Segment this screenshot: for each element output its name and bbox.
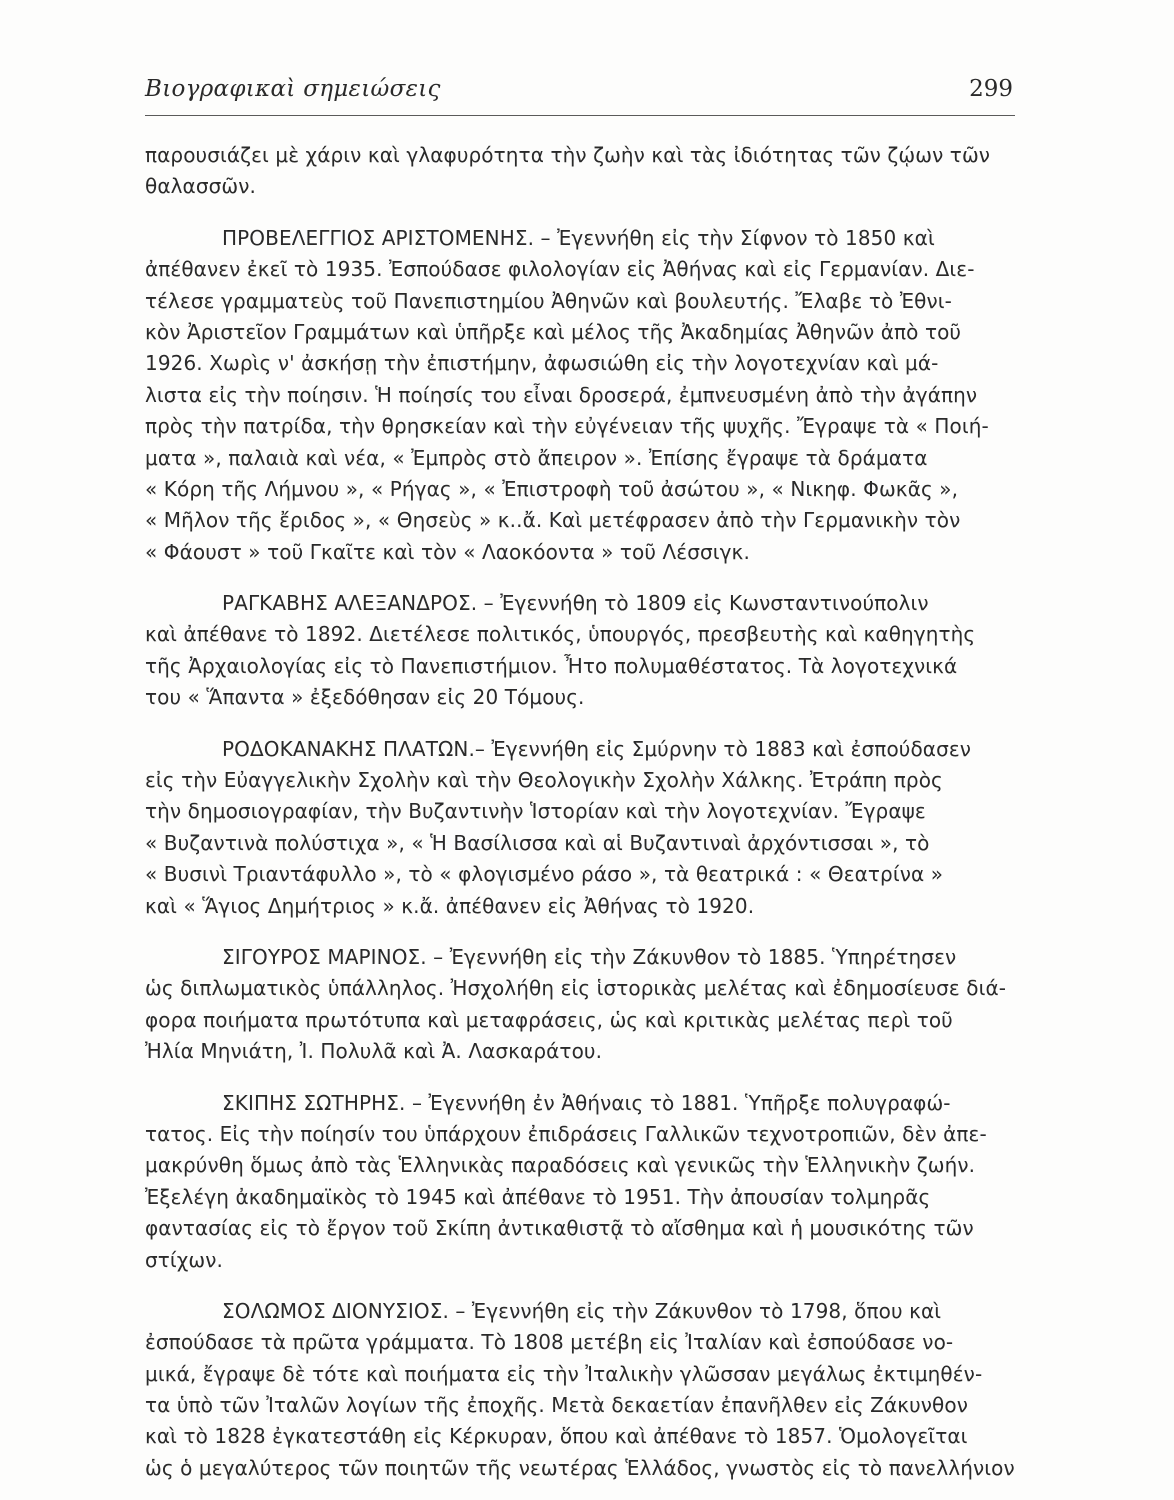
header-rule xyxy=(145,115,1015,116)
page-header xyxy=(145,70,1015,110)
text-line: « Κόρη τῆς Λήμνου », « Ρήγας », « Ἐπιστροφὴ τοῦ ἀσώτου », « Νικηφ. Φωκᾶς », xyxy=(145,476,959,501)
text-line: « Μῆλον τῆς ἔριδος », « Θησεὺς » κ..ἄ. Καὶ μετέφρασεν ἀπὸ τὴν Γερμανικὴν τὸν xyxy=(145,508,961,533)
text-line: τα ὑπὸ τῶν Ἰταλῶν λογίων τῆς ἐποχῆς. Μετὰ δεκαετίαν ἐπανῆλθεν εἰς Ζάκυνθον xyxy=(145,1393,969,1418)
text-line: παρουσιάζει μὲ χάριν καὶ γλαφυρότητα τὴν ζωὴν καὶ τὰς ἰδιότητας τῶν ζῴων τῶν xyxy=(145,143,991,167)
text-line: τὴν δημοσιογραφίαν, τὴν Βυζαντινὴν Ἱστορίαν καὶ τὴν λογοτεχνίαν. Ἔγραψε xyxy=(145,799,926,824)
biography-entry xyxy=(145,942,1025,1068)
text-line: καὶ « Ἅγιος Δημήτριος » κ.ἄ. ἀπέθανεν εἰς Ἀθήνας τὸ 1920. xyxy=(145,893,755,918)
text-line: ΡΟΔΟΚΑΝΑΚΗΣ ΠΛΑΤΩΝ.– Ἐγεννήθη εἰς Σμύρνην τὸ 1883 καὶ ἐσπούδασεν xyxy=(222,736,972,761)
text-line: θαλασσῶν. xyxy=(145,174,256,199)
text-line: λιστα εἰς τὴν ποίησιν. Ἡ ποίησίς του εἶναι δροσερά, ἐμπνευσμένη ἀπὸ τὴν ἀγάπην xyxy=(145,382,978,407)
text-line: ματα », παλαιὰ καὶ νέα, « Ἐμπρὸς στὸ ἄπειρον ». Ἐπίσης ἔγραψε τὰ δράματα xyxy=(145,445,928,470)
text-line: ΣΙΓΟΥΡΟΣ ΜΑΡΙΝΟΣ. – Ἐγεννήθη εἰς τὴν Ζάκυνθον τὸ 1885. Ὑπηρέτησεν xyxy=(222,944,957,969)
page-number: 299 xyxy=(969,76,1013,102)
biography-entry xyxy=(145,223,1025,568)
text-line: ΣΟΛΩΜΟΣ ΔΙΟΝΥΣΙΟΣ. – Ἐγεννήθη εἰς τὴν Ζάκυνθον τὸ 1798, ὅπου καὶ xyxy=(222,1298,942,1323)
text-line: τέλεσε γραμματεὺς τοῦ Πανεπιστημίου Ἀθηνῶν καὶ βουλευτής. Ἔλαβε τὸ Ἐθνι- xyxy=(145,288,952,313)
text-line: ΡΑΓΚΑΒΗΣ ΑΛΕΞΑΝΔΡΟΣ. – Ἐγεννήθη τὸ 1809 εἰς Κωνσταντινούπολιν xyxy=(222,591,929,616)
biography-entry xyxy=(145,734,1025,922)
text-line: ΠΡΟΒΕΛΕΓΓΙΟΣ ΑΡΙΣΤΟΜΕΝΗΣ. – Ἐγεννήθη εἰς τὴν Σίφνον τὸ 1850 καὶ xyxy=(222,225,935,250)
text-line: ἐσπούδασε τὰ πρῶτα γράμματα. Τὸ 1808 μετέβη εἰς Ἰταλίαν καὶ ἐσπούδασε νο- xyxy=(145,1330,954,1355)
text-line: φορα ποιήματα πρωτότυπα καὶ μεταφράσεις, ὡς καὶ κριτικὰς μελέτας περὶ τοῦ xyxy=(145,1007,953,1032)
paragraph-gap xyxy=(145,714,1025,734)
text-line: ὡς ὁ μεγαλύτερος τῶν ποιητῶν τῆς νεωτέρας Ἑλλάδος, γνωστὸς εἰς τὸ πανελλήνιον xyxy=(145,1455,1015,1480)
text-line: εἰς τὴν Εὐαγγελικὴν Σχολὴν καὶ τὴν Θεολογικὴν Σχολὴν Χάλκης. Ἐτράπη πρὸς xyxy=(145,768,943,793)
text-line: κὸν Ἀριστεῖον Γραμμάτων καὶ ὑπῆρξε καὶ μέλος τῆς Ἀκαδημίας Ἀθηνῶν ἀπὸ τοῦ xyxy=(145,319,962,344)
text-line: τῆς Ἀρχαιολογίας εἰς τὸ Πανεπιστήμιον. Ἦτο πολυμαθέστατος. Τὰ λογοτεχνικά xyxy=(145,653,958,678)
running-title: Βιογραφικαὶ σημειώσεις xyxy=(145,76,441,102)
text-line: φαντασίας εἰς τὸ ἔργον τοῦ Σκίπη ἀντικαθιστᾷ τὸ αἴσθημα καὶ ἡ μουσικότης τῶν xyxy=(145,1216,974,1241)
text-line: ἀπέθανεν ἐκεῖ τὸ 1935. Ἐσπούδασε φιλολογίαν εἰς Ἀθήνας καὶ εἰς Γερμανίαν. Διε- xyxy=(145,257,975,282)
text-line: ΣΚΙΠΗΣ ΣΩΤΗΡΗΣ. – Ἐγεννήθη ἐν Ἀθήναις τὸ 1881. Ὑπῆρξε πολυγραφώ- xyxy=(222,1090,951,1115)
text-line: ὡς διπλωματικὸς ὑπάλληλος. Ἠσχολήθη εἰς ἱστορικὰς μελέτας καὶ ἐδημοσίευσε διά- xyxy=(145,976,1007,1001)
text-line: μακρύνθη ὅμως ἀπὸ τὰς Ἑλληνικὰς παραδόσεις καὶ γενικῶς τὴν Ἑλληνικὴν ζωήν. xyxy=(145,1153,976,1178)
text-line: 1926. Χωρὶς ν' ἀσκήσῃ τὴν ἐπιστήμην, ἀφωσιώθη εἰς τὴν λογοτεχνίαν καὶ μά- xyxy=(145,351,939,376)
text-line: Ἠλία Μηνιάτη, Ἰ. Πολυλᾶ καὶ Ἀ. Λασκαράτου. xyxy=(145,1039,603,1064)
paragraph-gap xyxy=(145,203,1025,223)
text-line: μικά, ἔγραψε δὲ τότε καὶ ποιήματα εἰς τὴν Ἰταλικὴν γλῶσσαν μεγάλως ἐκτιμηθέν- xyxy=(145,1361,983,1386)
text-line: « Βυζαντινὰ πολύστιχα », « Ἡ Βασίλισσα καὶ αἱ Βυζαντιναὶ ἀρχόντισσαι », τὸ xyxy=(145,830,930,855)
biography-entry xyxy=(145,1296,1025,1484)
text-line: « Φάουστ » τοῦ Γκαῖτε καὶ τὸν « Λαοκόοντα » τοῦ Λέσσιγκ. xyxy=(145,539,750,564)
paragraph-gap xyxy=(145,1068,1025,1088)
text-line: του « Ἅπαντα » ἐξεδόθησαν εἰς 20 Τόμους. xyxy=(145,685,585,710)
continued-paragraph xyxy=(145,140,1025,203)
paragraph-gap xyxy=(145,1276,1025,1296)
text-line: τατος. Εἰς τὴν ποίησίν του ὑπάρχουν ἐπιδράσεις Γαλλικῶν τεχνοτροπιῶν, δὲν ἀπε- xyxy=(145,1121,987,1146)
text-line: πρὸς τὴν πατρίδα, τὴν θρησκείαν καὶ τὴν εὐγένειαν τῆς ψυχῆς. Ἔγραψε τὰ « Ποιή- xyxy=(145,414,989,439)
text-line: « Βυσινὶ Τριαντάφυλλο », τὸ « φλογισμένο ράσο », τὰ θεατρικά : « Θεατρίνα » xyxy=(145,862,944,887)
text-line: στίχων. xyxy=(145,1247,224,1272)
text-line: καὶ ἀπέθανε τὸ 1892. Διετέλεσε πολιτικός, ὑπουργός, πρεσβευτὴς καὶ καθηγητὴς xyxy=(145,622,976,647)
paragraph-gap xyxy=(145,922,1025,942)
text-line: καὶ τὸ 1828 ἐγκατεστάθη εἰς Κέρκυραν, ὅπου καὶ ἀπέθανε τὸ 1857. Ὁμολογεῖται xyxy=(145,1424,968,1449)
paragraph-gap xyxy=(145,568,1025,588)
text-line: Ἐξελέγη ἀκαδημαϊκὸς τὸ 1945 καὶ ἀπέθανε τὸ 1951. Τὴν ἀπουσίαν τολμηρᾶς xyxy=(145,1184,931,1209)
biography-entry xyxy=(145,1088,1025,1276)
biography-entry xyxy=(145,588,1025,714)
body-text xyxy=(145,140,1025,1484)
